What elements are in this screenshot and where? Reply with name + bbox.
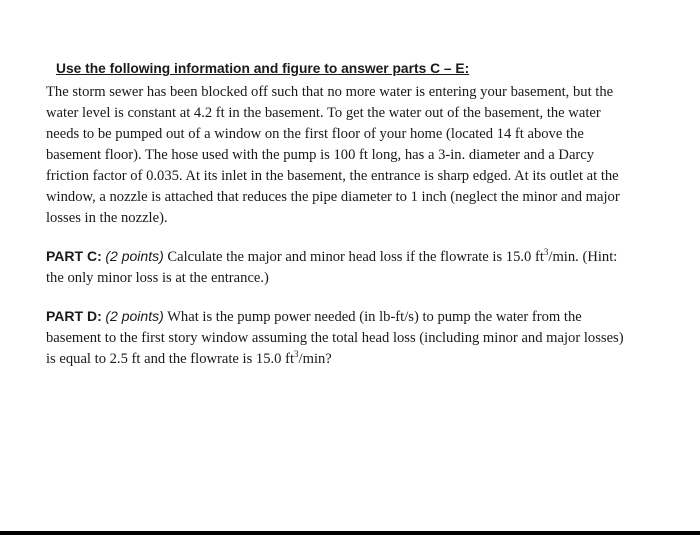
intro-line: needs to be pumped out of a window on the first floor of your home (located 14 ft above the — [46, 126, 584, 142]
part-d-label: PART D: — [46, 308, 102, 324]
part-d-line: basement to the first story window assuming the total head loss (including minor and major losses) — [46, 330, 624, 346]
part-c-paragraph — [46, 246, 682, 289]
exponent: 3 — [294, 349, 299, 359]
part-d-line — [46, 306, 682, 328]
section-heading: Use the following information and figure to answer parts C – E: — [56, 61, 470, 76]
intro-line: water level is constant at 4.2 ft in the basement. To get the water out of the basement, the water — [46, 105, 601, 121]
part-c-text: Calculate the major and minor head loss if the flowrate is 15.0 ft — [167, 249, 544, 265]
bottom-border — [0, 531, 700, 535]
part-c-line: the only minor loss is at the entrance.) — [46, 270, 269, 286]
intro-line: basement floor). The hose used with the pump is 100 ft long, has a 3-in. diameter and a Darcy — [46, 147, 595, 163]
part-c-label: PART C: — [46, 248, 102, 264]
intro-line: window, a nozzle is attached that reduces the pipe diameter to 1 inch (neglect the minor and major — [46, 189, 620, 205]
part-d-points: (2 points) — [105, 308, 164, 324]
part-d-paragraph — [46, 306, 682, 370]
intro-line: losses in the nozzle). — [46, 210, 168, 226]
intro-paragraph — [46, 82, 682, 229]
intro-line: friction factor of 0.035. At its inlet in the basement, the entrance is sharp edged. At its outlet at the — [46, 168, 619, 184]
exponent: 3 — [543, 247, 549, 257]
problem-text — [46, 58, 682, 370]
part-c-line — [46, 246, 682, 268]
intro-line: The storm sewer has been blocked off such that no more water is entering your basement, but the — [46, 84, 614, 100]
part-d-text: is equal to 2.5 ft and the flowrate is 15.0 ft — [46, 351, 295, 367]
part-c-points: (2 points) — [105, 248, 164, 264]
part-d-line — [46, 349, 682, 370]
part-d-text: What is the pump power needed (in lb-ft/s) to pump the water from the — [167, 309, 582, 325]
part-d-text: /min? — [298, 351, 332, 367]
part-c-text: /min. (Hint: — [548, 249, 618, 265]
